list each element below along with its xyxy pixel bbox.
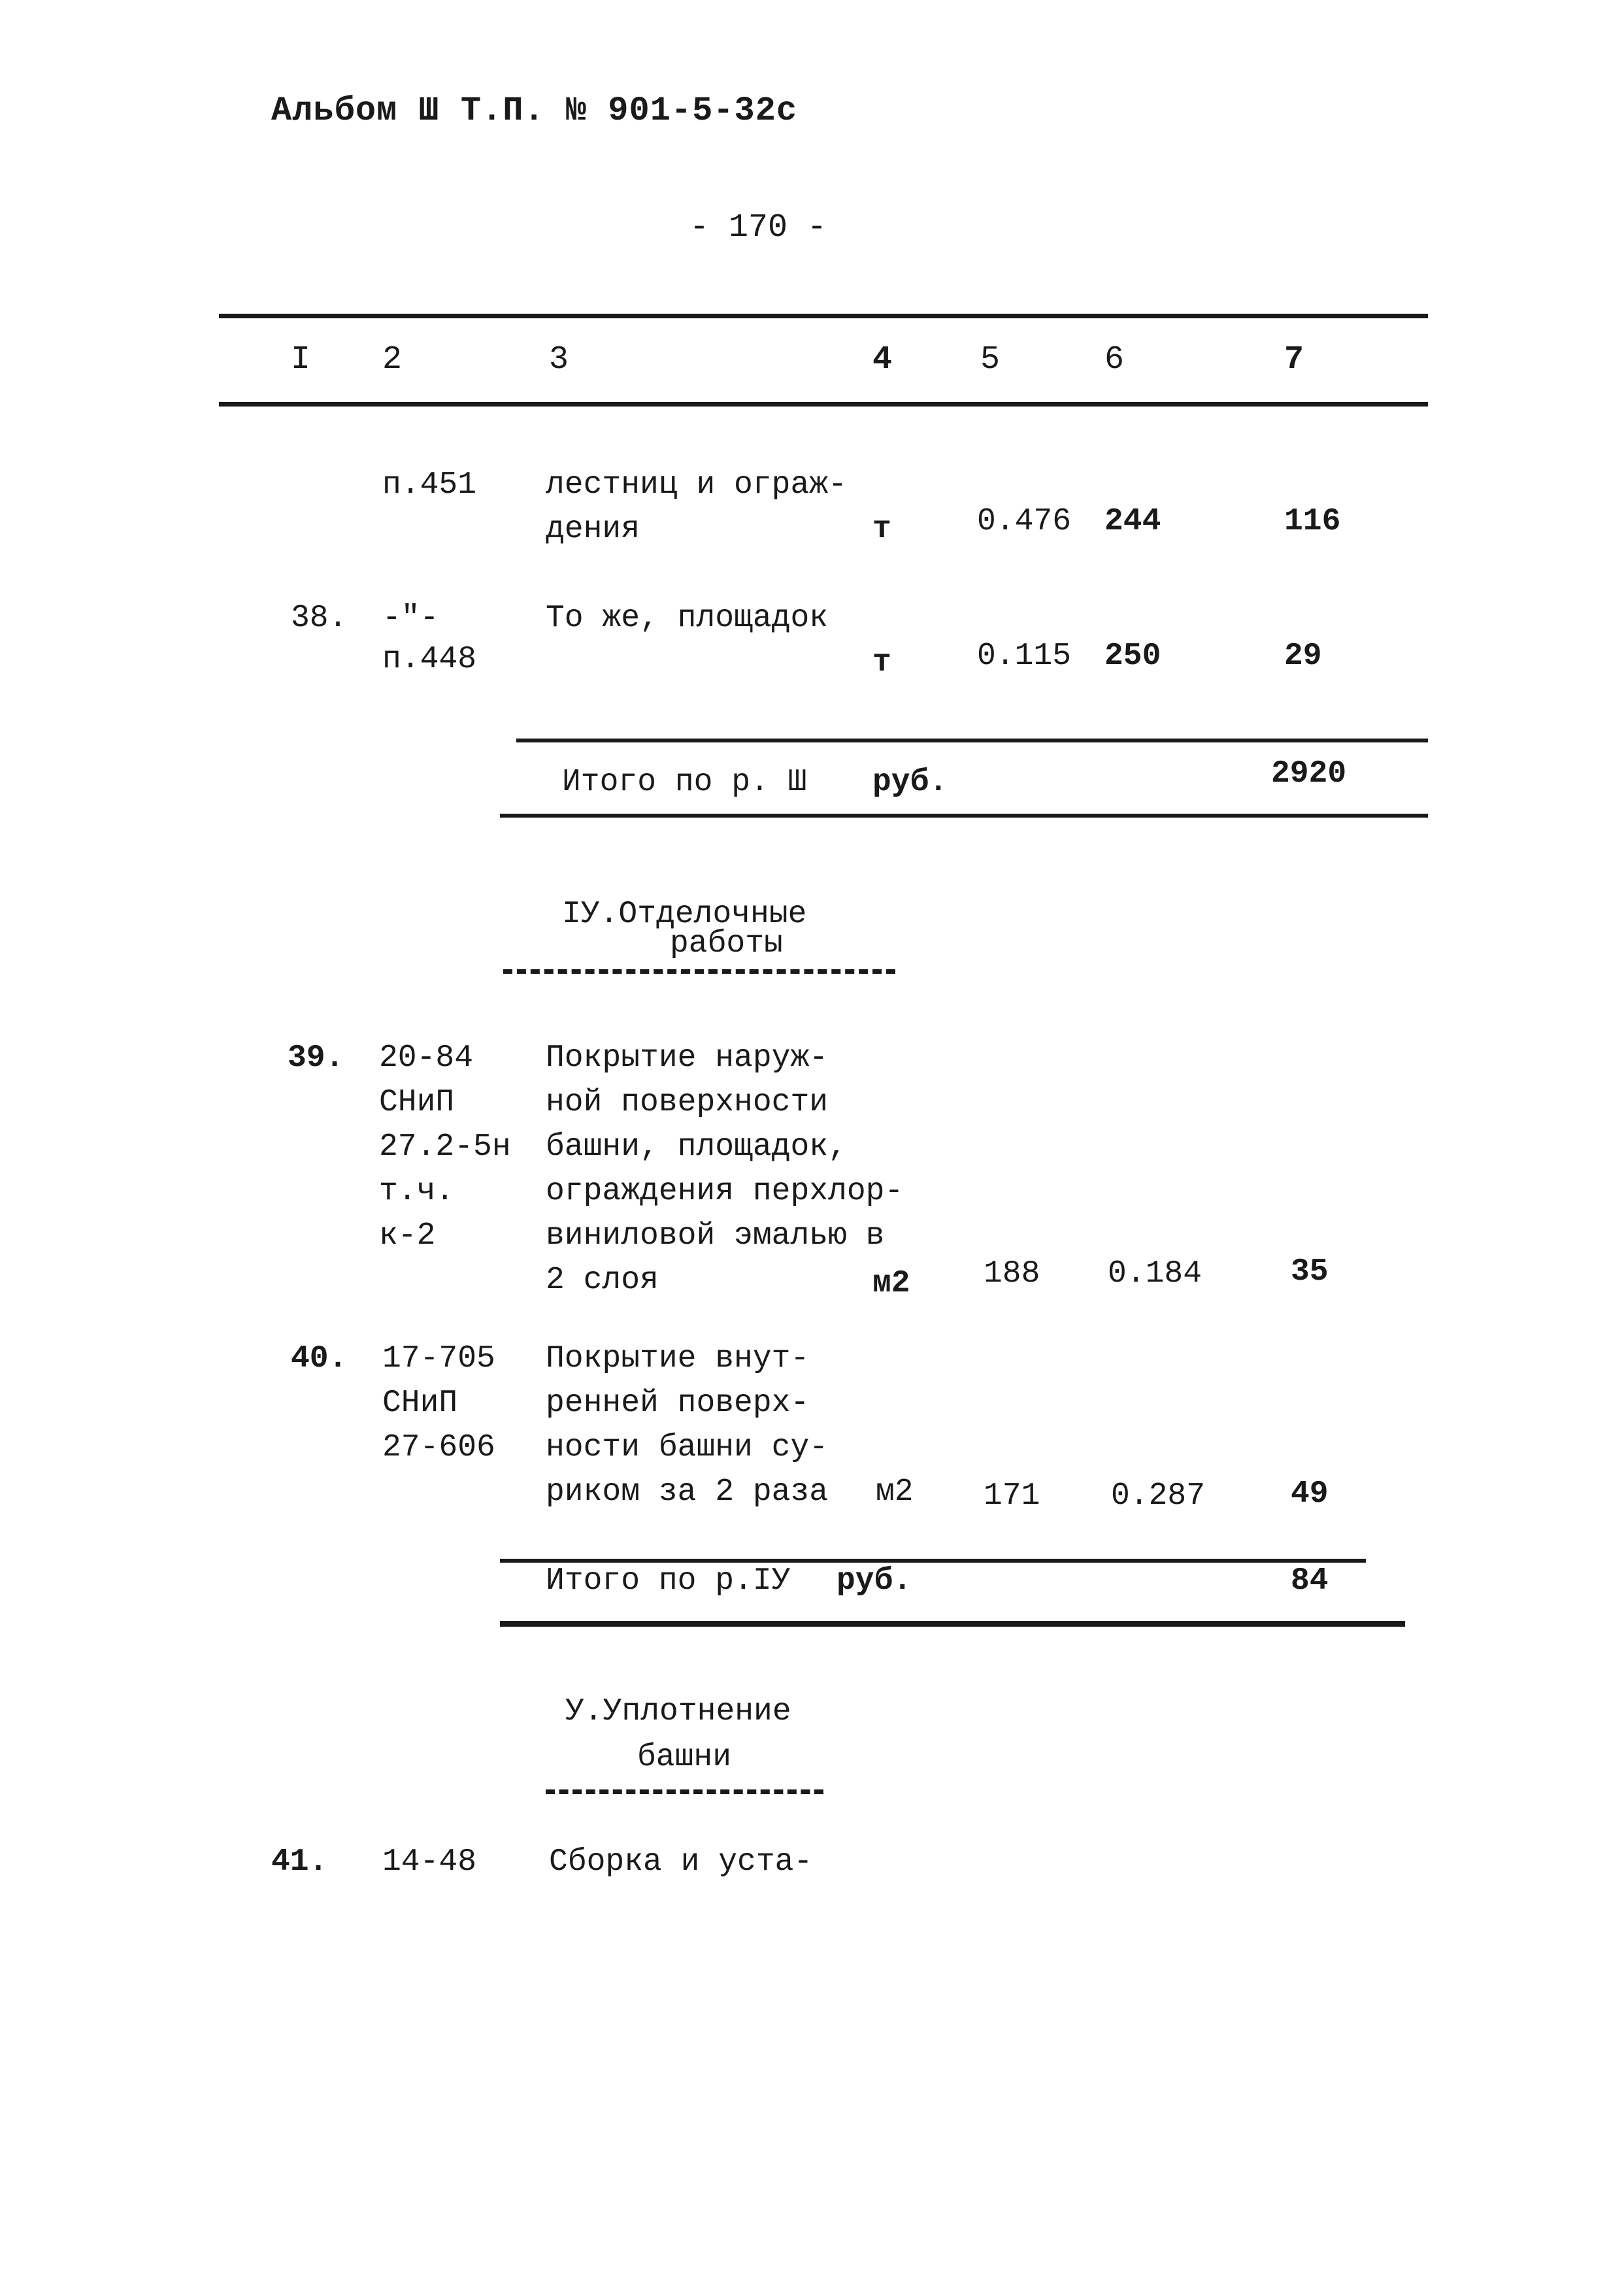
row-quantity: 188 xyxy=(984,1256,1040,1291)
row-total: 49 xyxy=(1291,1476,1329,1512)
row-description: Сборка и уста- xyxy=(549,1844,813,1880)
row-code: 17-705 xyxy=(382,1341,495,1376)
column-header-2: 2 xyxy=(382,341,403,378)
row-code: СНиП xyxy=(382,1386,458,1421)
row-description: Покрытие внут- xyxy=(546,1341,810,1376)
section-heading: У.Уплотнение xyxy=(565,1694,791,1729)
row-price: 0.287 xyxy=(1111,1478,1206,1514)
row-code: т.ч. xyxy=(379,1174,455,1209)
row-quantity: 171 xyxy=(984,1478,1040,1514)
row-price: 244 xyxy=(1104,504,1161,539)
total-unit: руб. xyxy=(872,765,948,800)
page-number: - 170 - xyxy=(689,209,827,246)
section-underline xyxy=(546,1789,823,1794)
total-bottom-rule xyxy=(500,814,1428,818)
section-heading: работы xyxy=(670,926,783,961)
column-header-1: I xyxy=(291,341,311,378)
total-unit: руб. xyxy=(837,1563,912,1599)
row-code: п.451 xyxy=(382,467,477,503)
row-total: 35 xyxy=(1291,1254,1329,1289)
row-unit: т xyxy=(872,512,891,547)
row-number: 40. xyxy=(291,1341,348,1376)
row-description: ности башни су- xyxy=(546,1430,829,1465)
row-unit: м2 xyxy=(876,1474,914,1510)
row-quantity: 0.476 xyxy=(977,504,1072,539)
row-code: -"- xyxy=(382,601,439,636)
row-number: 38. xyxy=(291,601,348,636)
table-header-rule xyxy=(219,402,1428,407)
row-description: 2 слоя xyxy=(546,1263,659,1298)
row-description: ренней поверх- xyxy=(546,1386,810,1421)
row-description: башни, площадок, xyxy=(546,1129,847,1165)
row-price: 0.184 xyxy=(1108,1256,1202,1291)
row-code: 27-606 xyxy=(382,1430,495,1465)
column-header-7: 7 xyxy=(1284,341,1304,378)
row-code: 27.2-5н xyxy=(379,1129,511,1165)
row-description: ограждения перхлор- xyxy=(546,1174,904,1209)
row-description: риком за 2 раза xyxy=(546,1474,829,1510)
column-header-6: 6 xyxy=(1104,341,1125,378)
total-label: Итого по р. Ш xyxy=(562,765,807,800)
row-description: ной поверхности xyxy=(546,1085,829,1120)
row-code: СНиП xyxy=(379,1085,455,1120)
row-price: 250 xyxy=(1104,639,1161,674)
row-code: п.448 xyxy=(382,642,477,677)
row-description: То же, площадок xyxy=(546,601,829,636)
row-number: 41. xyxy=(271,1844,328,1880)
total-value: 2920 xyxy=(1271,756,1347,791)
section-heading: башни xyxy=(637,1740,732,1775)
row-total: 29 xyxy=(1284,639,1322,674)
table-top-rule xyxy=(219,314,1428,318)
section-heading: IУ.Отделочные xyxy=(562,897,807,932)
row-description: лестниц и ограж- xyxy=(546,467,847,503)
row-code: 14-48 xyxy=(382,1844,477,1880)
section-underline xyxy=(503,969,895,974)
row-description: виниловой эмалью в xyxy=(546,1218,885,1254)
row-code: к-2 xyxy=(379,1218,436,1254)
total-value: 84 xyxy=(1291,1563,1329,1599)
column-header-4: 4 xyxy=(872,341,893,378)
column-header-3: 3 xyxy=(549,341,569,378)
row-quantity: 0.115 xyxy=(977,639,1072,674)
row-description: дения xyxy=(546,512,640,547)
total-bottom-rule xyxy=(500,1621,1405,1627)
total-label: Итого по р.IУ xyxy=(546,1563,791,1599)
column-header-5: 5 xyxy=(980,341,1001,378)
row-unit: м2 xyxy=(872,1266,910,1301)
album-header: Альбом Ш Т.П. № 901-5-32с xyxy=(271,91,798,130)
total-top-rule xyxy=(516,739,1428,742)
row-unit: т xyxy=(872,645,891,680)
row-code: 20-84 xyxy=(379,1040,474,1076)
row-total: 116 xyxy=(1284,504,1341,539)
row-number: 39. xyxy=(288,1040,344,1076)
row-description: Покрытие наруж- xyxy=(546,1040,829,1076)
